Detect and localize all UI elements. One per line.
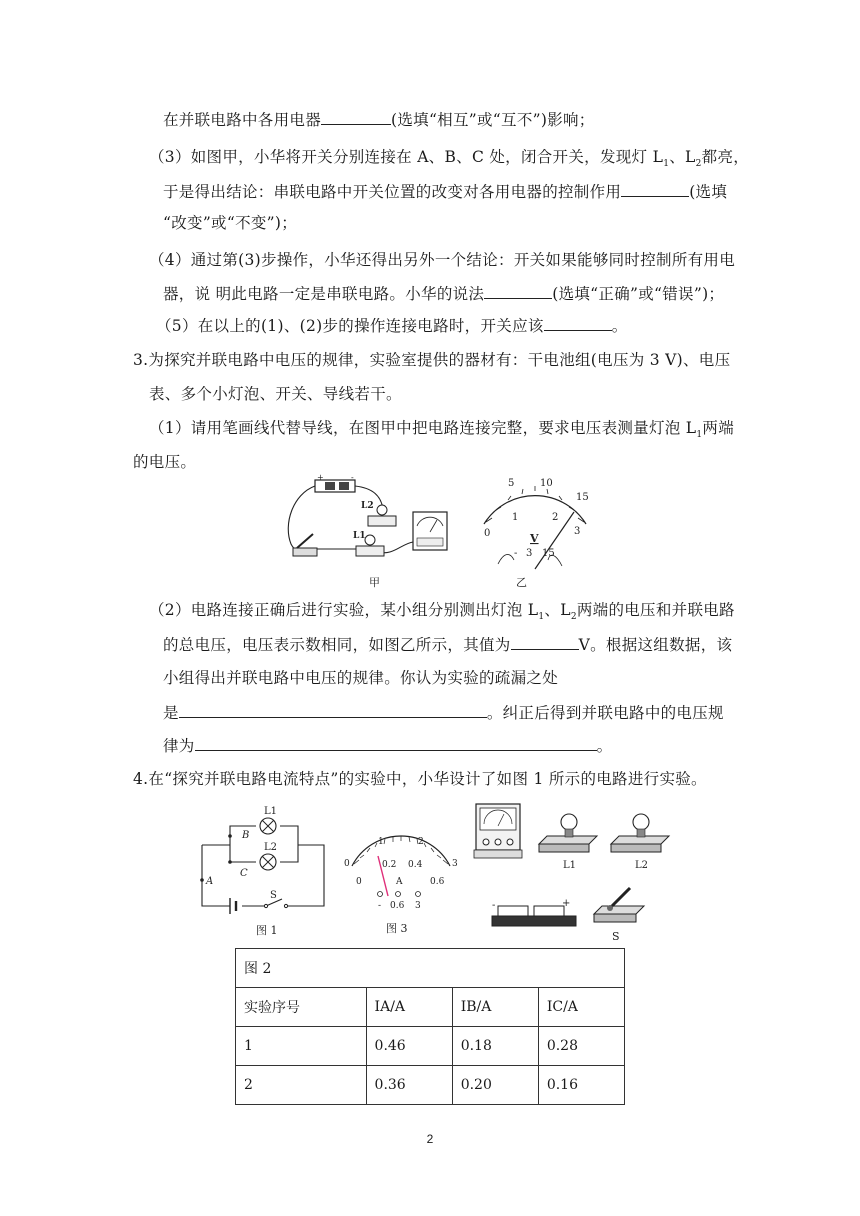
text: 3.为探究并联电路中电压的规律，实验室提供的器材有：干电池组(电压为 3 V)、电压 (133, 351, 731, 369)
dial-top-label: 0 (344, 859, 350, 869)
subscript: 2 (695, 159, 702, 170)
terminal-label: 3 (526, 548, 533, 559)
text: V。根据这组数据，该 (578, 636, 733, 654)
text: 两端 (702, 419, 735, 437)
text: （2）电路连接正确后进行实验，某小组分别测出灯泡 L (149, 601, 539, 619)
q2-step4-line (149, 249, 735, 271)
equipment-ammeter (470, 800, 528, 864)
text: (选填“正确”或“错误”)； (552, 285, 725, 303)
text: 表、多个小灯泡、开关、导线若干。 (149, 385, 402, 403)
dial-top-label: 10 (540, 478, 553, 489)
subscript: 1 (538, 612, 545, 623)
dial-bottom-label: 0.2 (382, 860, 397, 870)
lamp-base-icon (356, 546, 384, 556)
text: 的电压。 (133, 453, 197, 471)
figure-1-caption: 图 1 (256, 924, 278, 937)
table-row (236, 1066, 625, 1105)
q2-step5-line (156, 314, 628, 337)
dial-unit-label: V (530, 532, 539, 545)
text: 。 (611, 317, 628, 335)
text: 。 (596, 737, 613, 755)
figure-yi-voltmeter-dial (470, 474, 600, 589)
answer-blank[interactable] (544, 314, 612, 331)
q3-part2-line-2 (163, 633, 732, 656)
answer-blank[interactable] (179, 701, 487, 718)
table-row (236, 1027, 625, 1066)
lamp-l1-label: L1 (353, 531, 366, 541)
dial-top-label: 3 (452, 859, 458, 869)
q4-line-1 (133, 768, 707, 790)
lamp-l2-tag: L2 (635, 860, 649, 871)
text: （4）通过第(3)步操作，小华还得出另外一个结论：开关如果能够同时控制所有用电 (149, 251, 736, 269)
figure-3-caption: 图 3 (386, 922, 408, 935)
svg-text:-: - (492, 900, 496, 911)
dial-bottom-label: 0.4 (408, 860, 423, 870)
dial-bottom-label: 0 (484, 528, 491, 539)
q2-line-1 (163, 108, 595, 131)
equipment-lamp-l2 (607, 810, 672, 872)
dial-bottom-label: 0.6 (430, 877, 445, 887)
text: 小组得出并联电路中电压的规律。你认为实验的疏漏之处 (163, 669, 559, 687)
text: （1）请用笔画线代替导线，在图甲中把电路连接完整，要求电压表测量灯泡 L (149, 419, 697, 437)
battery-cell-icon (325, 482, 335, 490)
lamp-l1-tag: L1 (563, 860, 577, 871)
lamp-l1-icon (365, 535, 375, 545)
terminal-label: 0.6 (390, 901, 405, 911)
answer-blank[interactable] (621, 180, 689, 197)
text: （3）如图甲，小华将开关分别连接在 A、B、C 处，闭合开关，发现灯 L (149, 148, 664, 166)
answer-blank[interactable] (484, 282, 552, 299)
text: 器，说 明此电路一定是串联电路。小华的说法 (163, 285, 485, 303)
label-c: C (240, 868, 248, 879)
dial-bottom-label: 3 (574, 526, 581, 537)
lamp-base-icon (368, 516, 396, 526)
table-cell: 0.16 (538, 1066, 624, 1105)
text: 4.在“探究并联电路电流特点”的实验中，小华设计了如图 1 所示的电路进行实验。 (133, 770, 707, 788)
figure-3-ammeter-dial (338, 834, 463, 939)
text: “改变”或“不变”)； (163, 214, 298, 232)
terminal-label: - (378, 901, 382, 911)
q2-step4-line-2 (163, 282, 724, 305)
table-header: 实验序号 (236, 988, 367, 1027)
answer-blank[interactable] (321, 108, 391, 125)
figure-1-circuit-diagram (190, 800, 340, 940)
data-table (235, 948, 625, 1105)
text: 在并联电路中各用电器 (163, 111, 322, 129)
q3-part1-line-2 (133, 451, 196, 473)
lamp-l1-symbol (260, 818, 276, 834)
dial-top-label: 1 (378, 837, 384, 847)
table-header: IA/A (366, 988, 452, 1027)
table-header: IC/A (538, 988, 624, 1027)
dial-unit-label: A (396, 877, 403, 887)
table-caption-row (236, 949, 625, 988)
dial-bottom-label: 1 (512, 512, 519, 523)
text: (选填“相互”或“互不”)影响； (391, 111, 595, 129)
lamp-l2-icon (377, 505, 387, 515)
svg-text:-: - (351, 474, 354, 482)
equipment-lamp-l1 (535, 810, 600, 872)
text: 的总电压，电压表示数相同，如图乙所示，其值为 (163, 636, 511, 654)
switch-tag: S (612, 930, 620, 943)
table-cell: 1 (236, 1027, 367, 1066)
label-l2: L2 (264, 842, 278, 853)
text: 是 (163, 704, 179, 722)
dial-top-label: 5 (508, 478, 515, 489)
q3-line-1 (133, 349, 730, 371)
terminal-label: 3 (415, 901, 421, 911)
label-s: S (270, 890, 277, 901)
text: 、L (544, 601, 571, 619)
q2-step3-line-3 (163, 212, 297, 234)
subscript: 2 (570, 612, 577, 623)
equipment-battery (490, 898, 580, 930)
lamp-l2-symbol (260, 854, 276, 870)
text: (选填 (689, 183, 728, 201)
svg-text:+: + (562, 898, 571, 909)
terminal-label: 15 (542, 548, 555, 559)
table-cell: 2 (236, 1066, 367, 1105)
q2-step3-line-2 (163, 180, 727, 203)
table-caption: 图 2 (236, 949, 625, 988)
figure-jia-circuit (283, 474, 453, 589)
figure-yi-caption: 乙 (516, 576, 527, 589)
table-cell: 0.28 (538, 1027, 624, 1066)
q3-part2-line-3 (163, 667, 558, 689)
text: 、L (669, 148, 696, 166)
label-a: A (206, 876, 214, 887)
q3-part1-line (149, 417, 734, 446)
table-cell: 0.46 (366, 1027, 452, 1066)
answer-blank[interactable] (511, 633, 579, 650)
table-header: IB/A (452, 988, 538, 1027)
q3-line-2 (149, 383, 402, 405)
table-cell: 0.36 (366, 1066, 452, 1105)
subscript: 1 (663, 159, 670, 170)
text: （5）在以上的(1)、(2)步的操作连接电路时，开关应该 (156, 317, 544, 335)
dial-bottom-label: 0 (356, 877, 362, 887)
subscript: 1 (696, 430, 703, 441)
switch-icon (293, 548, 317, 556)
terminal-label: - (514, 548, 518, 559)
dial-top-label: 2 (418, 837, 424, 847)
text: 。纠正后得到并联电路中的电压规 (486, 704, 724, 722)
equipment-switch (590, 880, 650, 944)
answer-blank[interactable] (195, 734, 597, 751)
battery-cell-icon (339, 482, 349, 490)
page-number: 2 (426, 1132, 434, 1146)
table-header-row (236, 988, 625, 1027)
q3-part2-line (149, 599, 735, 628)
text: 律为 (163, 737, 195, 755)
q2-step3-line (149, 146, 749, 175)
figure-jia-caption: 甲 (369, 576, 380, 589)
svg-text:+: + (317, 474, 324, 482)
label-b: B (242, 830, 250, 841)
lamp-l2-label: L2 (361, 501, 374, 511)
text: 于是得出结论：串联电路中开关位置的改变对各用电器的控制作用 (163, 183, 622, 201)
dial-bottom-label: 2 (552, 512, 559, 523)
label-l1: L1 (264, 806, 278, 817)
text: 两端的电压和并联电路 (576, 601, 735, 619)
q3-part2-line-4 (163, 701, 724, 724)
text: 都亮， (701, 148, 750, 166)
dial-top-label: 15 (576, 492, 589, 503)
table-cell: 0.20 (452, 1066, 538, 1105)
q3-part2-line-5 (163, 734, 612, 757)
table-cell: 0.18 (452, 1027, 538, 1066)
